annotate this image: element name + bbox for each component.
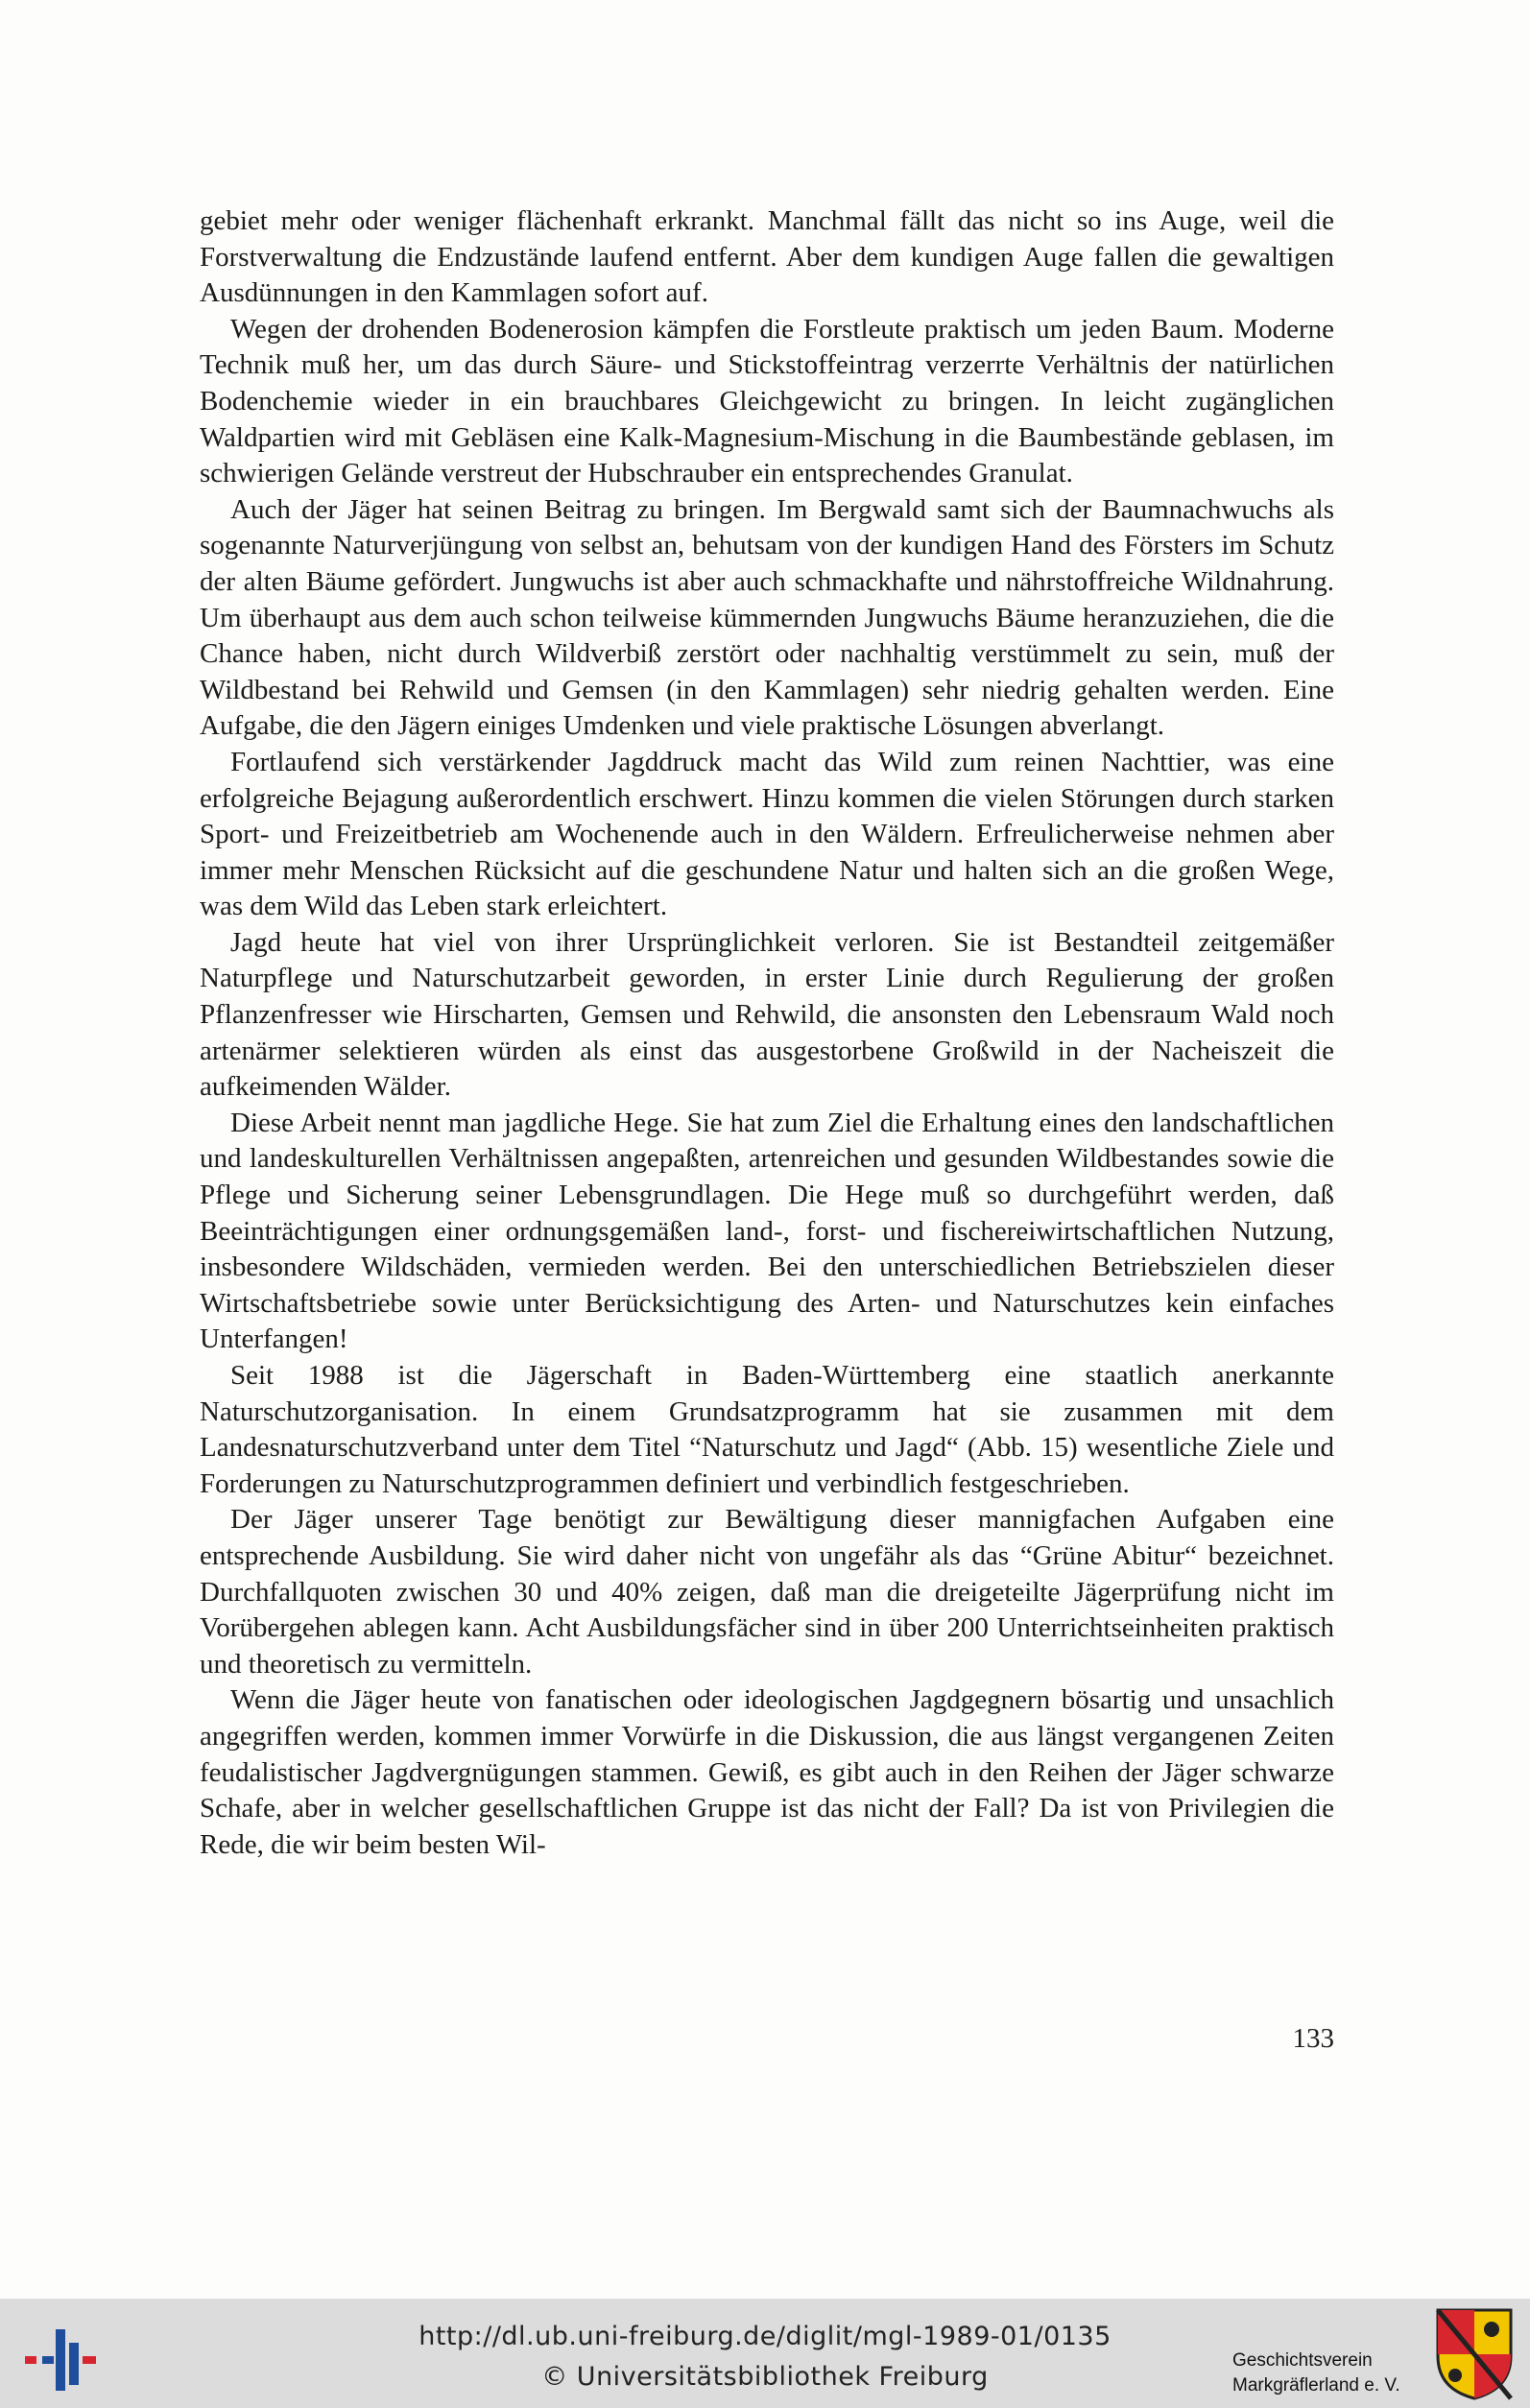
paragraph-2: Wegen der drohenden Bodenerosion kämpfen die Forstleute praktisch um jeden Baum. Moderne Technik muß her, um das durch Säure- und Stickstoffeintrag verzerrte Verhältnis der natürlichen Bodenchemie wieder in ein brauchbares Gleichgewicht zu bringen. In leicht zugänglichen Waldpartien wird mit Gebläsen eine Kalk-Magnesium-Mischung in die Baumbestände geblasen, im schwierigen Gelände verstreut der Hubschrauber ein entsprechendes Granulat.: [200, 313, 1334, 489]
footer-org-line-2: Markgräflerland e. V.: [1232, 2375, 1400, 2396]
footer-copyright: © Universitätsbibliothek Freiburg: [541, 2362, 989, 2392]
footer-bar: [0, 2299, 1530, 2408]
paragraph-8: Der Jäger unserer Tage benötigt zur Bewältigung dieser mannigfachen Aufgaben eine entsprechende Ausbildung. Sie wird daher nicht von ungefähr als das “Grüne Abitur“ bezeichnet. Durchfallquoten zwischen 30 und 40% zeigen, daß man die dreigeteilte Jägerprüfung nicht im Vorübergehen ablegen kann. Acht Ausbildungsfächer sind in über 200 Unterrichtseinheiten praktisch und theoretisch zu vermitteln.: [200, 1504, 1334, 1680]
paragraph-6: Diese Arbeit nennt man jagdliche Hege. Sie hat zum Ziel die Erhaltung eines den landschaftlichen und landeskulturellen Verhältnissen angepaßten, artenreichen und gesunden Wildbestandes sowie die Pflege und Sicherung seiner Lebensgrundlagen. Die Hege muß so durchgeführt werden, daß Beeinträchtigungen einer ordnungsgemäßen land-, forst- und fischereiwirtschaftlichen Nutzung, insbesondere Wildschäden, vermieden werden. Bei den unterschiedlichen Betriebszielen dieser Wirtschaftsbetriebe sowie unter Berücksichtigung des Arten- und Naturschutzes kein einfaches Unterfangen!: [200, 1107, 1334, 1355]
footer-url-link[interactable]: http://dl.ub.uni-freiburg.de/diglit/mgl-1989-01/0135: [418, 2322, 1112, 2351]
paragraph-5: Jagd heute hat viel von ihrer Ursprünglichkeit verloren. Sie ist Bestandteil zeitgemäßer Naturpflege und Naturschutzarbeit geworden, in erster Linie durch Regulierung der großen Pflanzenfresser wie Hirscharten, Gemsen und Rehwild, die ansonsten den Lebensraum Wald noch artenärmer selektieren würden als einst das ausgestorbene Großwild in der Nacheiszeit die aufkeimenden Wälder.: [200, 926, 1334, 1103]
body-text: [200, 203, 1334, 1863]
paragraph-9: Wenn die Jäger heute von fanatischen oder ideologischen Jagdgegnern bösartig und unsachlich angegriffen werden, kommen immer Vorwürfe in die Diskussion, die aus längst vergangenen Zeiten feudalistischer Jagdvergnügungen stammen. Gewiß, es gibt auch in den Reihen der Jäger schwarze Schafe, aber in welcher gesellschaftlichen Gruppe ist das nicht der Fall? Da ist von Privilegien die Rede, die wir beim besten Wil-: [200, 1684, 1334, 1860]
footer-org-line-1: Geschichtsverein: [1232, 2350, 1373, 2371]
page-number: 133: [1292, 2023, 1334, 2054]
paragraph-3: Auch der Jäger hat seinen Beitrag zu bringen. Im Bergwald samt sich der Baumnachwuchs als sogenannte Naturverjüngung von selbst an, behutsam von der kundigen Hand des Försters im Schutz der alten Bäume gefördert. Jungwuchs ist aber auch schmackhafte und nährstoffreiche Wildnahrung. Um überhaupt aus dem auch schon teilweise kümmernden Jungwuchs Bäume heranzuziehen, die die Chance haben, nicht durch Wildverbiß zerstört oder nachhaltig verstümmelt zu sein, muß der Wildbestand bei Rehwild und Gemsen (in den Kammlagen) sehr niedrig gehalten werden. Eine Aufgabe, die den Jägern einiges Umdenken und viele praktische Lösungen abverlangt.: [200, 493, 1334, 742]
paragraph-4: Fortlaufend sich verstärkender Jagddruck macht das Wild zum reinen Nachttier, was eine erfolgreiche Bejagung außerordentlich erschwert. Hinzu kommen die vielen Störungen durch starken Sport- und Freizeitbetrieb am Wochenende auch in den Wäldern. Erfreulicherweise nehmen aber immer mehr Menschen Rücksicht auf die geschundene Natur und halten sich an die großen Wege, was dem Wild das Leben stark erleichtert.: [200, 746, 1334, 922]
footer-organization: [1232, 2348, 1400, 2398]
paragraph-7: Seit 1988 ist die Jägerschaft in Baden-Württemberg eine staatlich anerkannte Naturschutzorganisation. In einem Grundsatzprogramm hat sie zusammen mit dem Landesnaturschutzverband unter dem Titel “Naturschutz und Jagd“ (Abb. 15) wesentliche Ziele und Forderungen zu Naturschutzprogrammen definiert und verbindlich festgeschrieben.: [200, 1360, 1334, 1499]
paragraph-1: gebiet mehr oder weniger flächenhaft erkrankt. Manchmal fällt das nicht so ins Auge, weil die Forstverwaltung die Endzustände laufend entfernt. Aber dem kundigen Auge fallen die gewaltigen Ausdünnungen in den Kammlagen sofort auf.: [200, 205, 1334, 309]
coat-of-arms-icon: [1434, 2306, 1515, 2402]
